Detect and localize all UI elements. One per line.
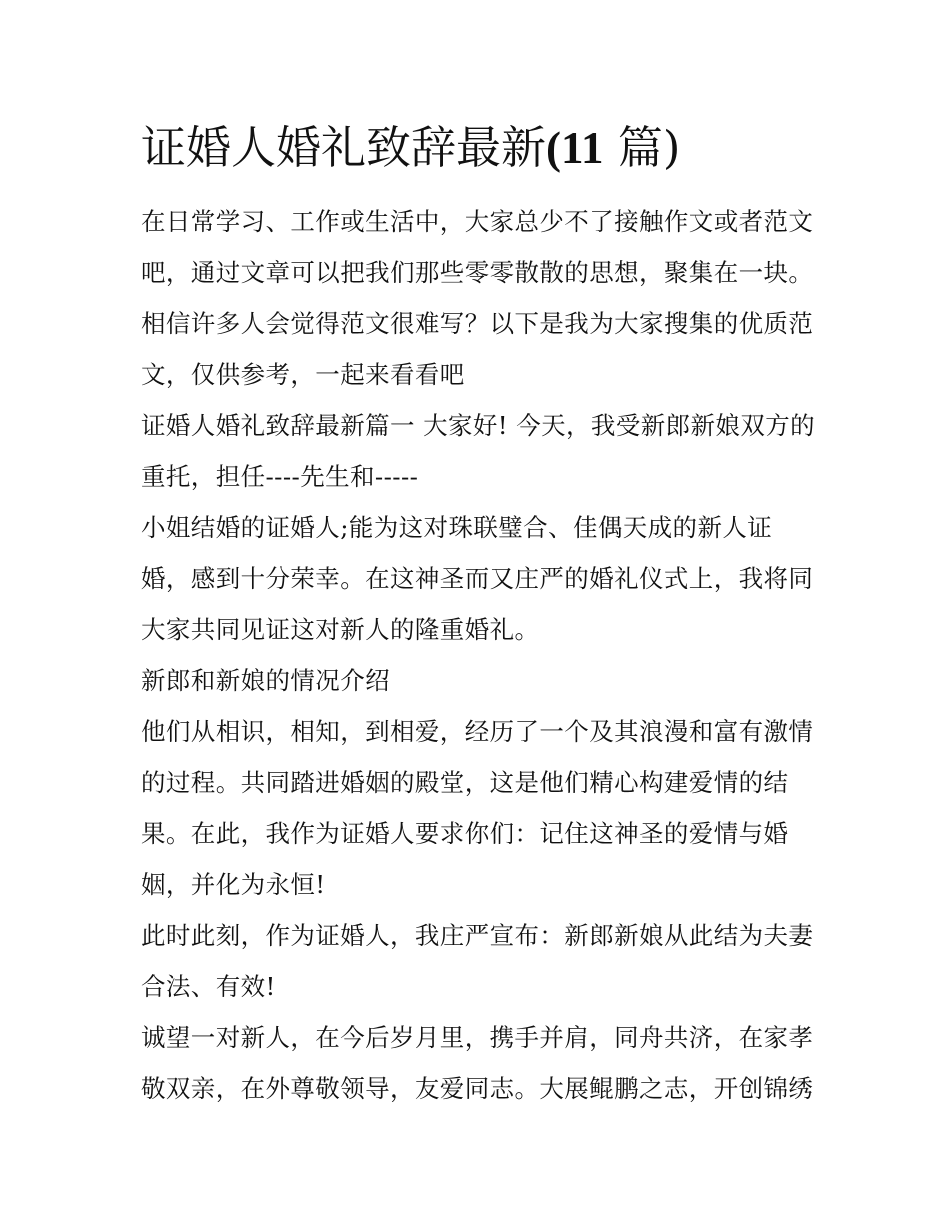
body-line: 姻，并化为永恒! [141,870,326,899]
title-main: 证婚人婚礼致辞最新 [141,121,547,174]
body-line: 诚望一对新人，在今后岁月里，携手并肩，同舟共济，在家孝 [141,1023,814,1052]
body-line: 合法、有效! [141,972,276,1001]
section-heading: 新郎和新娘的情况介绍 [141,666,390,695]
body-line: 证婚人婚礼致辞最新篇一 大家好! 今天，我受新郎新娘双方的 [141,411,816,440]
body-line: 在日常学习、工作或生活中，大家总少不了接触作文或者范文 [141,207,814,236]
body-line: 果。在此，我作为证婚人要求你们：记住这神圣的爱情与婚 [141,819,789,848]
body-line: 大家共同见证这对新人的隆重婚礼。 [141,615,540,644]
title-close: ) [662,121,681,174]
title-pian: 篇 [603,121,663,174]
body-line: 敬双亲，在外尊敬领导，友爱同志。大展鲲鹏之志，开创锦绣 [141,1074,814,1103]
page-title [141,118,841,178]
body-line: 小姐结婚的证婚人;能为这对珠联璧合、佳偶天成的新人证 [141,513,773,542]
body-line: 吧，通过文章可以把我们那些零零散散的思想，聚集在一块。 [141,258,814,287]
body-line: 重托，担任----先生和----- [141,462,419,491]
body-line: 婚，感到十分荣幸。在这神圣而又庄严的婚礼仪式上，我将同 [141,564,814,593]
body-line: 相信许多人会觉得范文很难写？以下是我为大家搜集的优质范 [141,309,814,338]
body-line: 文，仅供参考，一起来看看吧 [141,360,465,389]
body-line: 他们从相识，相知，到相爱，经历了一个及其浪漫和富有激情 [141,717,814,746]
title-count: (11 [546,123,604,173]
body-line: 的过程。共同踏进婚姻的殿堂，这是他们精心构建爱情的结 [141,768,789,797]
body-line: 此时此刻，作为证婚人，我庄严宣布：新郎新娘从此结为夫妻 [141,921,814,950]
